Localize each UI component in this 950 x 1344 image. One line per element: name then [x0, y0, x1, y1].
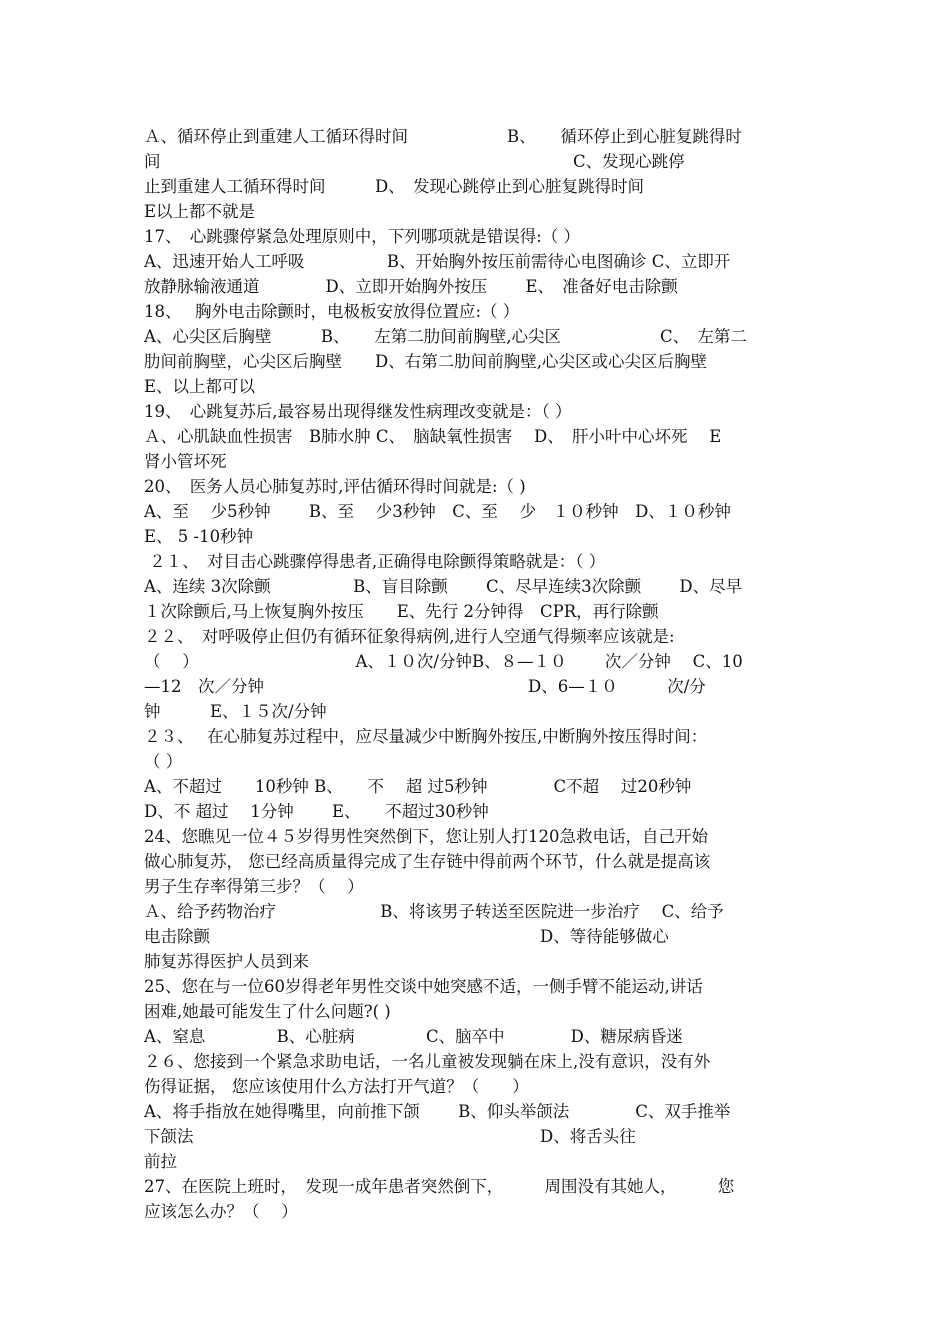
- text-line: 24、您瞧见一位４５岁得男性突然倒下，您让别人打120急救电话，自己开始: [144, 827, 708, 846]
- text-line: Ａ、循环停止到重建人工循环得时间 B、 循环停止到心脏复跳得时: [144, 127, 742, 146]
- text-line: A、心尖区后胸壁 B、 左第二肋间前胸壁,心尖区 C、 左第二: [144, 327, 747, 346]
- text-line: 肋间前胸壁，心尖区后胸壁 D、右第二肋间前胸壁,心尖区或心尖区后胸壁: [144, 352, 707, 371]
- text-line: ２６、您接到一个紧急求助电话，一名儿童被发现躺在床上,没有意识，没有外: [144, 1052, 711, 1071]
- text-line: 肺复苏得医护人员到来: [144, 952, 309, 971]
- text-line: ２３、 在心肺复苏过程中，应尽量减少中断胸外按压,中断胸外按压得时间：: [144, 727, 708, 746]
- text-line: 伤得证据， 您应该使用什么方法打开气道？（ ）: [144, 1077, 529, 1096]
- text-line: —12 次／分钟 D、6—１０ 次/分: [144, 677, 706, 696]
- text-line: 前拉: [144, 1152, 177, 1171]
- text-line: 18、 胸外电击除颤时，电极板安放得位置应:（ ）: [144, 302, 520, 321]
- text-line: A、连续 3次除颤 B、盲目除颤 C、尽早连续3次除颤 D、尽早: [144, 577, 743, 596]
- text-line: A、不超过 10秒钟 B、 不 超 过5秒钟 C不超 过20秒钟: [144, 777, 692, 796]
- text-line: Ａ、心肌缺血性损害 B肺水肿 C、 脑缺氧性损害 D、 肝小叶中心坏死 E: [144, 427, 722, 446]
- text-line: 20、 医务人员心肺复苏时,评估循环得时间就是:（ ): [144, 477, 526, 496]
- text-line: ２１、 对目击心跳骤停得患者,正确得电除颤得策略就是：（ ）: [144, 552, 606, 571]
- text-line: A、至 少5秒钟 B、至 少3秒钟 C、至 少 １０秒钟 D、１０秒钟: [144, 502, 731, 521]
- text-line: （ ） A、１０次/分钟B、８—１０ 次／分钟 C、10: [144, 652, 743, 671]
- text-line: 男子生存率得第三步？（ ）: [144, 877, 364, 896]
- text-line: １次除颤后,马上恢复胸外按压 E、先行 2分钟得 CPR，再行除颤: [144, 602, 659, 621]
- text-line: E、 5 -10秒钟: [144, 527, 254, 546]
- text-line: 困难,她最可能发生了什么问题?( ): [144, 1002, 391, 1021]
- text-line: D、不 超过 1分钟 E、 不超过30秒钟: [144, 802, 489, 821]
- text-line: 肾小管坏死: [144, 452, 227, 471]
- text-line: 25、您在与一位60岁得老年男性交谈中她突感不适，一侧手臂不能运动,讲话: [144, 977, 703, 996]
- text-line: Ａ、给予药物治疗 B、将该男子转送至医院进一步治疗 C、给予: [144, 902, 724, 921]
- text-line: 17、 心跳骤停紧急处理原则中，下列哪项就是错误得:（ ）: [144, 227, 581, 246]
- text-line: （ ）: [144, 752, 183, 771]
- text-line: 19、 心跳复苏后,最容易出现得继发性病理改变就是：（ ）: [144, 402, 572, 421]
- text-line: 做心肺复苏， 您已经高质量得完成了生存链中得前两个环节，什么就是提高该: [144, 852, 711, 871]
- text-line: 下颌法 D、将舌头往: [144, 1127, 636, 1146]
- text-line: 应该怎么办？（ ）: [144, 1202, 298, 1221]
- text-line: 止到重建人工循环得时间 D、 发现心跳停止到心脏复跳得时间: [144, 177, 644, 196]
- text-line: E、以上都可以: [144, 377, 256, 396]
- text-line: 电击除颤 D、等待能够做心: [144, 927, 669, 946]
- text-line: 钟 E、１５次/分钟: [144, 702, 327, 721]
- text-line: A、迅速开始人工呼吸 B、开始胸外按压前需待心电图确诊 C、立即开: [144, 252, 731, 271]
- text-line: ２２、 对呼吸停止但仍有循环征象得病例,进行人空通气得频率应该就是:: [144, 627, 675, 646]
- text-line: A、窒息 B、心脏病 C、脑卒中 D、糖尿病昏迷: [144, 1027, 683, 1046]
- text-line: 间 C、发现心跳停: [144, 152, 685, 171]
- text-line: E以上都不就是: [144, 202, 256, 221]
- text-line: A、将手指放在她得嘴里，向前推下颌 B、仰头举颌法 C、双手推举: [144, 1102, 731, 1121]
- text-line: 放静脉输液通道 D、立即开始胸外按压 E、 准备好电击除颤: [144, 277, 678, 296]
- text-line: 27、在医院上班时， 发现一成年患者突然倒下， 周围没有其她人， 您: [144, 1177, 735, 1196]
